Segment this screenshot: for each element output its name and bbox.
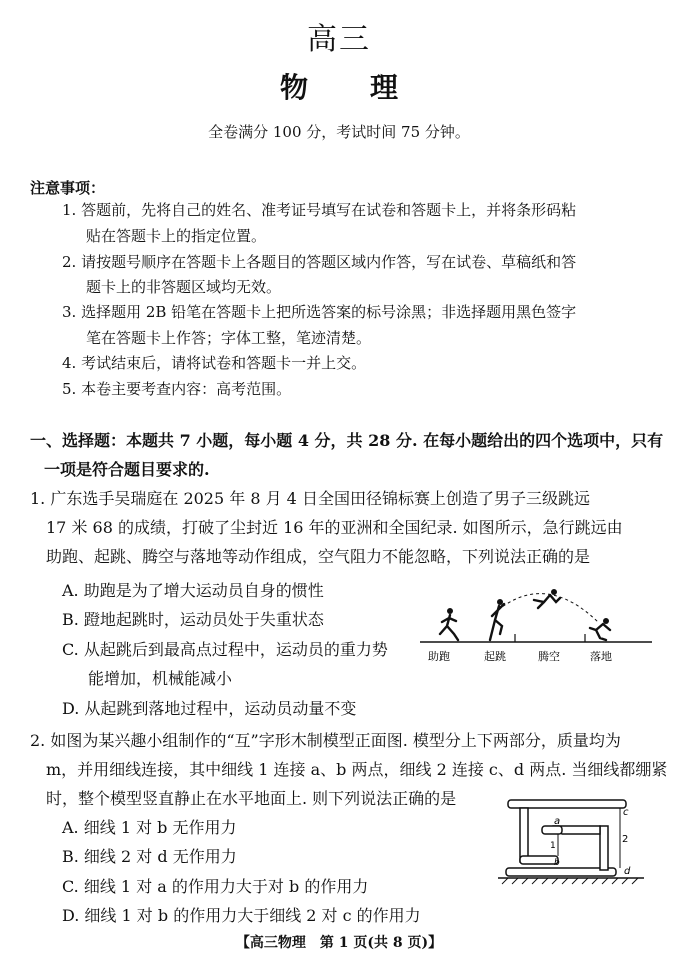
note-line: 1. 答题前，先将自己的姓名、准考证号填写在试卷和答题卡上，并将条形码粘 — [62, 201, 577, 219]
exam-info: 全卷满分 100 分，考试时间 75 分钟。 — [208, 123, 470, 141]
point-c-label: c — [623, 807, 629, 818]
note-line: 5. 本卷主要考查内容：高考范围。 — [62, 380, 292, 398]
note-line: 2. 请按题号顺序在答题卡上各题目的答题区域内作答，写在试卷、草稿纸和答 — [62, 253, 577, 271]
note-line: 3. 选择题用 2B 铅笔在答题卡上把所选答案的标号涂黑；非选择题用黑色签字 — [62, 303, 577, 321]
q2-stem-line: 2. 如图为某兴趣小组制作的“互”字形木制模型正面图. 模型分上下两部分，质量均为 — [30, 731, 621, 750]
landing-jumper-icon — [590, 618, 610, 640]
label-run-up: 助跑 — [428, 650, 450, 663]
q1-option-d: D. 从起跳到落地过程中，运动员动量不变 — [62, 699, 357, 718]
q1-option-c-cont: 能增加，机械能减小 — [88, 669, 233, 688]
subject-char-2: 理 — [370, 71, 399, 104]
page-footer: 【高三物理 第 1 页(共 8 页)】 — [235, 935, 443, 951]
string-2-label: 2 — [622, 834, 629, 845]
notes-title: 注意事项： — [30, 179, 106, 197]
exam-grade-title: 高三 — [307, 22, 371, 57]
q2-stem-line: 时，整个模型竖直静止在水平地面上. 则下列说法正确的是 — [46, 789, 457, 808]
label-landing: 落地 — [590, 650, 612, 663]
q1-option-c: C. 从起跳后到最高点过程中，运动员的重力势 — [62, 640, 388, 659]
q2-option-a: A. 细线 1 对 b 无作用力 — [62, 818, 237, 837]
flying-jumper-icon — [534, 589, 560, 608]
section-heading-line1: 一、选择题：本题共 7 小题，每小题 4 分，共 28 分. 在每小题给出的四个选项中，只有 — [30, 431, 664, 450]
long-jump-figure — [420, 588, 652, 666]
q2-stem-line: m，并用细线连接，其中细线 1 连接 a、b 两点，细线 2 连接 c、d 两点. 当细线都绷紧 — [46, 760, 668, 779]
q1-stem-line: 助跑、起跳、腾空与落地等动作组成，空气阻力不能忽略，下列说法正确的是 — [46, 547, 591, 566]
q2-option-b: B. 细线 2 对 d 无作用力 — [62, 847, 237, 866]
note-line: 4. 考试结束后，请将试卷和答题卡一并上交。 — [62, 354, 367, 372]
point-b-label: b — [554, 858, 560, 868]
string-1-label: 1 — [550, 841, 556, 851]
wooden-model-figure — [496, 790, 646, 890]
q1-stem-line: 1. 广东选手吴瑞庭在 2025 年 8 月 4 日全国田径锦标赛上创造了男子三级跳远 — [30, 489, 590, 508]
runner-icon — [440, 608, 458, 640]
exam-subject-title — [0, 66, 678, 106]
q1-option-b: B. 蹬地起跳时，运动员处于失重状态 — [62, 610, 324, 629]
q1-option-a: A. 助跑是为了增大运动员自身的惯性 — [62, 581, 324, 600]
q1-stem-line: 17 米 68 的成绩，打破了尘封近 16 年的亚洲和全国纪录. 如图所示，急行跳远由 — [46, 518, 623, 537]
point-d-label: d — [624, 866, 631, 877]
label-takeoff: 起跳 — [484, 650, 506, 663]
note-line: 贴在答题卡上的指定位置。 — [86, 227, 267, 245]
subject-char-1: 物 — [279, 71, 308, 104]
point-a-label: a — [554, 816, 561, 827]
label-flight: 腾空 — [538, 650, 560, 663]
section-heading-line2: 一项是符合题目要求的. — [44, 460, 210, 479]
takeoff-jumper-icon — [490, 599, 504, 640]
q2-option-c: C. 细线 1 对 a 的作用力大于对 b 的作用力 — [62, 877, 369, 896]
note-line: 题卡上的非答题区域均无效。 — [86, 278, 282, 296]
note-line: 笔在答题卡上作答；字体工整，笔迹清楚。 — [86, 329, 372, 347]
q2-option-d: D. 细线 1 对 b 的作用力大于细线 2 对 c 的作用力 — [62, 906, 421, 925]
